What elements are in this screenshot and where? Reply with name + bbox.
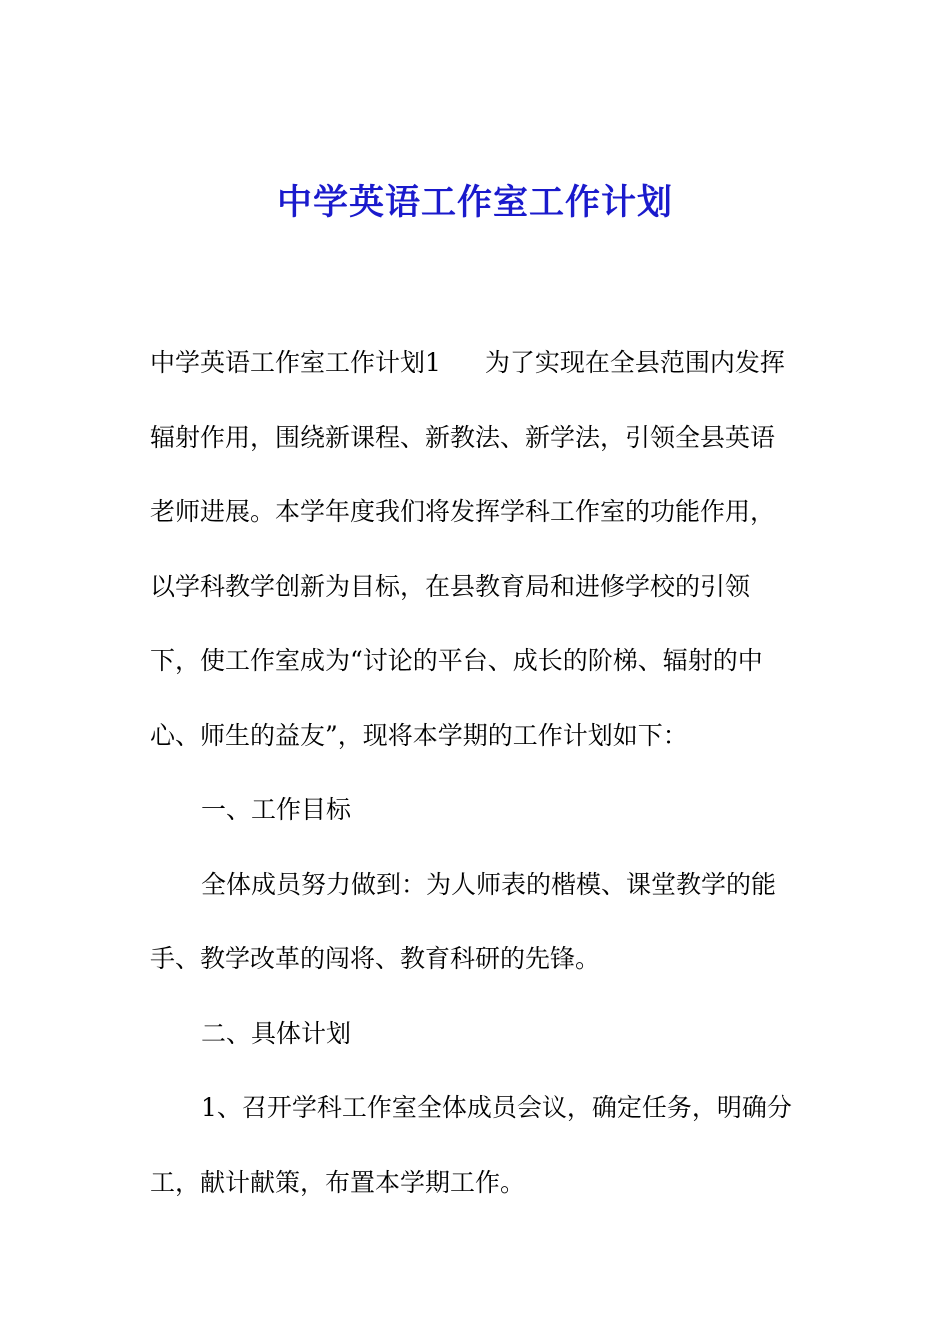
body-line-8: 全体成员努力做到：为人师表的楷模、课堂教学的能 [201,869,777,899]
body-line-9: 手、教学改革的闯将、教育科研的先锋。 [150,944,601,973]
body-line-4: 以学科教学创新为目标，在县教育局和进修学校的引领 [150,571,751,601]
body-line-3: 老师进展。本学年度我们将发挥学科工作室的功能作用， [150,497,776,526]
body-line-6: 心、师生的益友”，现将本学期的工作计划如下： [150,720,688,750]
body-line-5: 下，使工作室成为“讨论的平台、成长的阶梯、辐射的中 [150,646,763,675]
body-line-1 [150,326,810,401]
body-line-12: 工，献计献策，布置本学期工作。 [150,1167,526,1197]
document-body [150,326,810,1220]
body-line-11: 1、召开学科工作室全体成员会议，确定任务，明确分 [201,1093,792,1122]
document-title: 中学英语工作室工作计划 [276,182,673,223]
section-heading-plan: 二、具体计划 [201,1018,352,1048]
body-line-1-text: 为了实现在全县范围内发挥 [484,348,785,377]
body-line-2: 辐射作用，围绕新课程、新教法、新学法，引领全县英语 [150,422,776,452]
section-heading-inline: 中学英语工作室工作计划1 [150,348,441,377]
section-heading-goals: 一、工作目标 [201,795,352,824]
